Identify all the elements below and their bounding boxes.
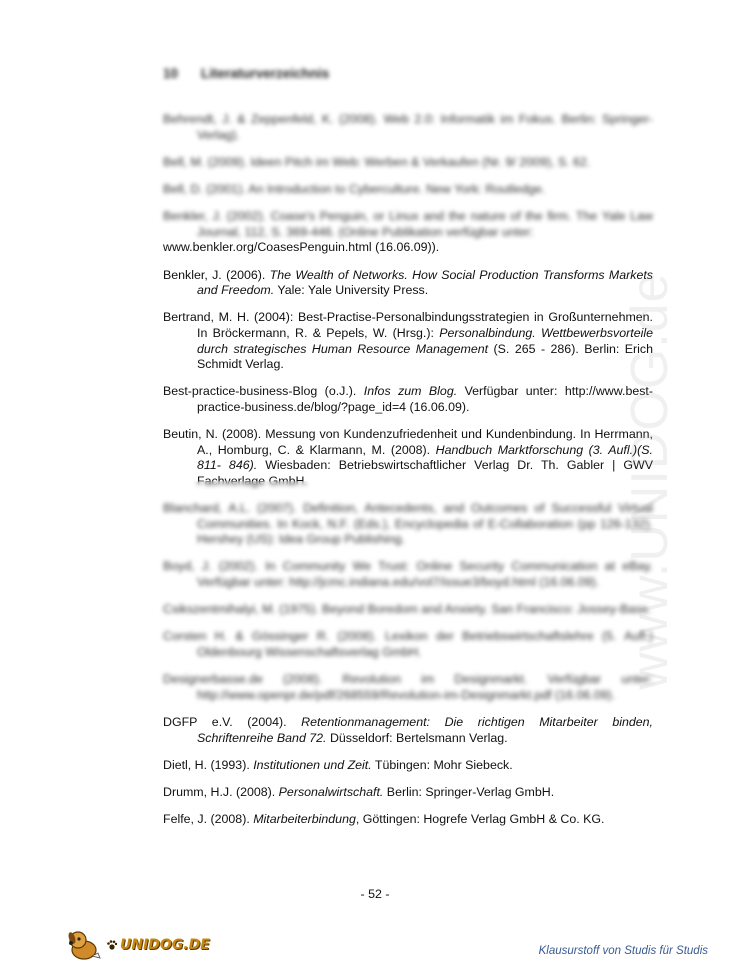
reference-entry <box>163 182 653 198</box>
reference-title: Handbuch Marktforschung (3. Aufl.)(S. 811- 846). <box>197 442 653 473</box>
watermark: www.UNIDOG.de <box>621 272 679 690</box>
reference-author: Beutin, N. (2008). Messung von Kundenzufriedenheit und Kundenbindung. In Herrmann, A., Homburg, C. & Klarmann, M. (2008). <box>163 427 653 457</box>
reference-entry <box>163 209 653 256</box>
reference-publisher: Yale: Yale University Press. <box>274 283 429 298</box>
reference-entry <box>163 501 653 548</box>
reference-entry <box>163 672 653 703</box>
reference-author: DGFP e.V. (2004). <box>163 714 302 729</box>
reference-title: The Wealth of Networks. How Social Production Transforms Markets and Freedom. <box>197 267 653 298</box>
reference-title: Mitarbeiterbindung <box>253 812 356 827</box>
reference-author: Felfe, J. (2008). <box>163 812 254 827</box>
reference-entry <box>163 559 653 590</box>
reference-publisher: , Göttingen: Hogrefe Verlag GmbH & Co. KG. <box>355 812 605 827</box>
reference-title: Personalbindung. Wettbewerbsvorteile durch strategisches Human Resource Management <box>197 325 653 356</box>
reference-title: Institutionen und Zeit. <box>253 757 372 772</box>
reference-entry <box>163 715 653 746</box>
unidog-logo <box>66 928 210 962</box>
section-title: Literaturverzeichnis <box>201 66 330 81</box>
reference-title: Personalwirtschaft. <box>278 784 384 799</box>
footer-slogan: Klausurstoff von Studis für Studis <box>538 945 708 957</box>
reference-publisher: Wiesbaden: Betriebswirtschaftlicher Verlag Dr. Th. Gabler | GWV Fachverlage GmbH. <box>197 458 653 488</box>
reference-author: Dietl, H. (1993). <box>163 757 254 772</box>
reference-title: Infos zum Blog. <box>363 384 458 399</box>
reference-entry <box>163 112 653 143</box>
reference-entry <box>163 310 653 372</box>
reference-author: Best-practice-business-Blog (o.J.). <box>163 384 364 399</box>
reference-text: www.benkler.org/CoasesPenguin.html (16.06.09)). <box>163 240 440 255</box>
reference-publisher: Düsseldorf: Bertelsmann Verlag. <box>326 730 508 745</box>
reference-author: Benkler, J. (2006). <box>163 267 270 282</box>
reference-entry <box>163 427 653 489</box>
reference-text: Boyd, J. (2002). In Community We Trust: Online Security Communication at eBay. Verfügbar unter: http://jcmc.indiana.edu/vol7/issue3/boyd.html (16.06.09). <box>163 559 653 589</box>
paw-icon <box>106 939 118 951</box>
reference-entry <box>163 268 653 299</box>
reference-text: Bell, D. (2001). An Introduction to Cyberculture. New York: Routledge. <box>163 181 546 196</box>
reference-entry <box>163 384 653 415</box>
reference-list <box>163 112 653 839</box>
reference-publisher: (S. 265 - 286). Berlin: Erich Schmidt Verlag. <box>197 341 654 372</box>
reference-entry <box>163 758 653 774</box>
section-number: 10 <box>163 66 179 81</box>
blur-overlay <box>163 481 653 491</box>
section-heading <box>163 66 329 81</box>
dog-mascot-icon <box>66 928 106 962</box>
reference-url: Verfügbar unter: http://www.best-practice-business.de/blog/?page_id=4 (16.06.09). <box>197 384 653 414</box>
reference-entry <box>163 785 653 801</box>
reference-entry <box>163 602 653 618</box>
reference-text: Behrendt, J. & Zeppenfeld, K. (2008). Web 2.0: Informatik im Fokus. Berlin: Springer-Verlag). <box>163 112 653 142</box>
reference-author: Drumm, H.J. (2008). <box>163 784 279 799</box>
reference-entry <box>163 155 653 171</box>
reference-text: Csikszentmihalyi, M. (1975). Beyond Boredom and Anxiety. San Francisco: Jossey-Bass. <box>163 602 652 617</box>
logo-text: UNIDOG.DE <box>120 937 210 953</box>
reference-entry <box>163 812 653 828</box>
reference-text: Corsten H. & Gössinger R. (2008). Lexikon der Betriebswirtschaftslehre (5. Aufl.) Oldenbourg Wissenschaftsverlag GmbH. <box>163 629 653 659</box>
page-number: - 52 - <box>360 887 390 901</box>
reference-text: Blanchard, A.L. (2007). Definition, Antecedents, and Outcomes of Successful Virtual Communities. In Kock, N.F. (Eds.), Encyclopedia of E-Collaboration (pp 126-132). Hershey (US): Idea Group Publishing. <box>163 501 653 547</box>
reference-title: Retentionmanagement: Die richtigen Mitarbeiter binden, Schriftenreihe Band 72. <box>197 714 653 745</box>
reference-entry <box>163 629 653 660</box>
reference-publisher: Berlin: Springer-Verlag GmbH. <box>383 784 555 799</box>
reference-publisher: Tübingen: Mohr Siebeck. <box>371 757 513 772</box>
reference-text: Bell, M. (2009). Ideen Pitch im Web: Werben & Verkaufen (Nr. 9/ 2009), S. 62. <box>163 154 591 169</box>
reference-text: Designerbasse.de (2008). Revolution im Designmarkt. Verfügbar unter: http://www.openpr.de/pdf/268559/Revolution-im-Designmarkt.pdf (16.06.09). <box>163 672 653 702</box>
reference-text-blurred: Benkler, J. (2002). Coase's Penguin, or Linux and the nature of the firm. The Yale Law Journal, 112, S. 369-446. (Online Publikation verfügbar unter: <box>163 209 653 239</box>
reference-author: Bertrand, M. H. (2004): Best-Practise-Personalbindungsstrategien in Großunternehmen. In Bröckermann, R. & Pepels, W. (Hrsg.): <box>163 310 653 340</box>
